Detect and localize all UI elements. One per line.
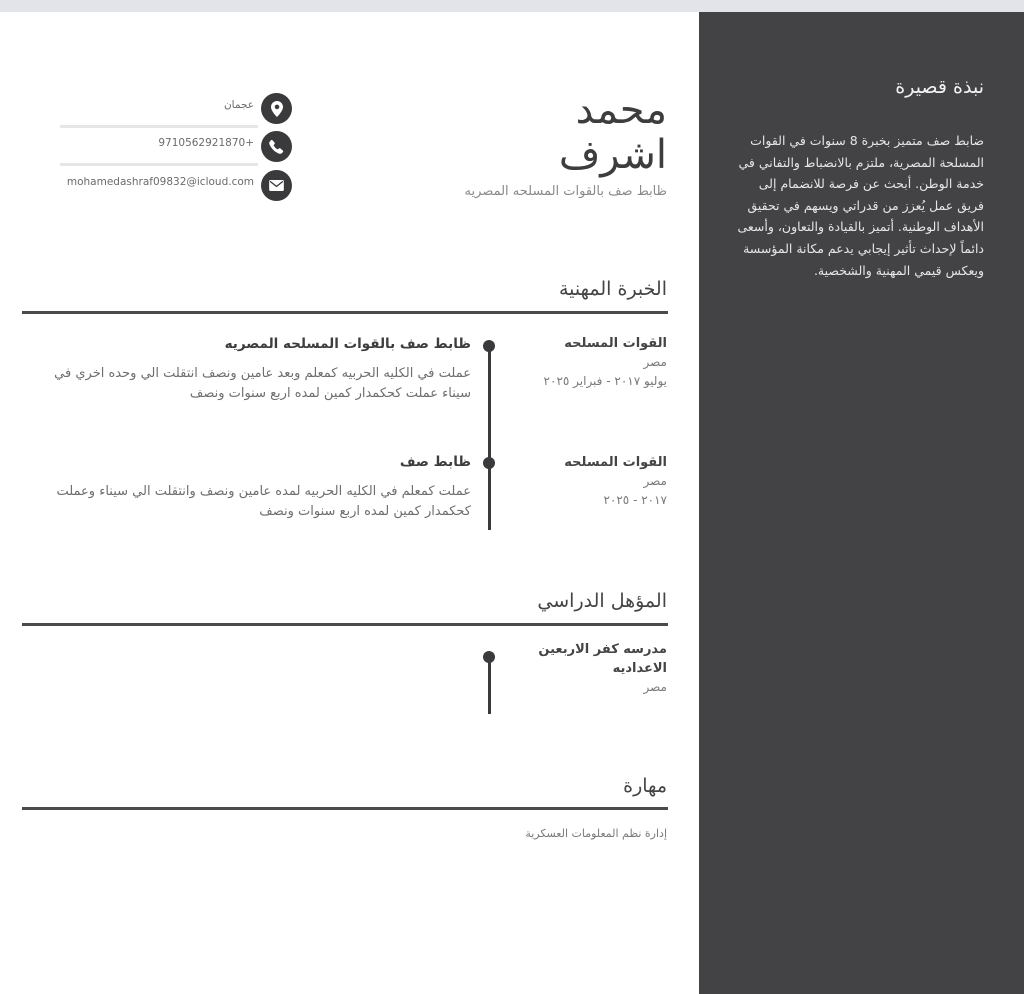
education-item <box>517 640 667 697</box>
experience-role-1 <box>31 336 471 404</box>
education-rule <box>22 623 668 626</box>
phone-icon <box>261 131 292 162</box>
experience-timeline <box>488 346 491 530</box>
experience-role-2 <box>31 454 471 522</box>
timeline-dot <box>483 651 495 663</box>
skill-item: إدارة نظم المعلومات العسكرية <box>525 827 667 840</box>
timeline-dot <box>483 340 495 352</box>
education-timeline <box>488 662 491 714</box>
experience-heading: الخبرة المهنية <box>558 278 667 300</box>
role-title: ظابط صف <box>399 454 471 470</box>
school-name: مدرسه كفر الاربعين الاعداديه <box>538 642 667 676</box>
org-dates: يوليو ٢٠١٧ - فبراير ٢٠٢٥ <box>543 374 667 388</box>
job-title: ظابط صف بالقوات المسلحه المصريه <box>464 184 667 199</box>
skills-rule <box>22 807 668 810</box>
org-dates: ٢٠١٧ - ٢٠٢٥ <box>603 493 667 507</box>
role-title: ظابط صف بالقوات المسلحه المصريه <box>224 336 471 352</box>
email-text[interactable]: mohamedashraf09832@icloud.com <box>66 176 254 188</box>
timeline-dot <box>483 457 495 469</box>
summary-text: ضابط صف متميز بخبرة 8 سنوات في القوات المسلحة المصرية، ملتزم بالانضباط والتفاني في خدمة الوطن. أبحث عن فرصة للانضمام إلى فريق عمل يُعزز من قدراتي ويسهم في تحقيق الأهداف الوطنية. أتميز بالقيادة والتعاون، وأسعى دائماً لإحداث تأثير إيجابي يدعم مكانة المؤسسة ويعكس قيمي المهنية والشخصية. <box>737 133 984 278</box>
summary-heading: نبذة قصيرة <box>895 76 984 98</box>
org-location: مصر <box>643 474 667 488</box>
experience-org-1 <box>527 334 667 391</box>
contact-divider <box>60 125 258 128</box>
person-name <box>407 88 667 178</box>
experience-org-2 <box>527 453 667 510</box>
org-name: القوات المسلحه <box>564 455 667 470</box>
education-heading: المؤهل الدراسي <box>537 590 667 612</box>
contact-phone <box>60 131 292 163</box>
top-strip <box>0 0 1024 12</box>
role-description: عملت كمعلم في الكليه الحربيه لمده عامين ونصف وانتقلت الي سيناء وعملت كحكمدار كمين لمده اربع سنوات ونصف <box>56 484 471 519</box>
contact-location <box>60 93 292 125</box>
role-description: عملت في الكليه الحربيه كمعلم وبعد عامين ونصف انتقلت الي وحده اخري في سيناء عملت كحكمدار كمين لمده اربع سنوات ونصف <box>54 366 471 401</box>
school-location: مصر <box>643 680 667 694</box>
location-text: عجمان <box>223 99 254 111</box>
org-location: مصر <box>643 355 667 369</box>
sidebar-summary <box>699 12 1024 994</box>
location-pin-icon <box>261 93 292 124</box>
last-name: اشرف <box>558 132 667 178</box>
first-name: محمد <box>575 87 667 133</box>
contact-divider <box>60 163 258 166</box>
org-name: القوات المسلحه <box>564 336 667 351</box>
envelope-icon <box>261 170 292 201</box>
skills-heading: مهارة <box>623 775 667 797</box>
resume-main <box>0 12 699 994</box>
contact-email <box>60 170 292 202</box>
experience-rule <box>22 311 668 314</box>
phone-text[interactable]: 9710562921870+ <box>158 137 254 149</box>
